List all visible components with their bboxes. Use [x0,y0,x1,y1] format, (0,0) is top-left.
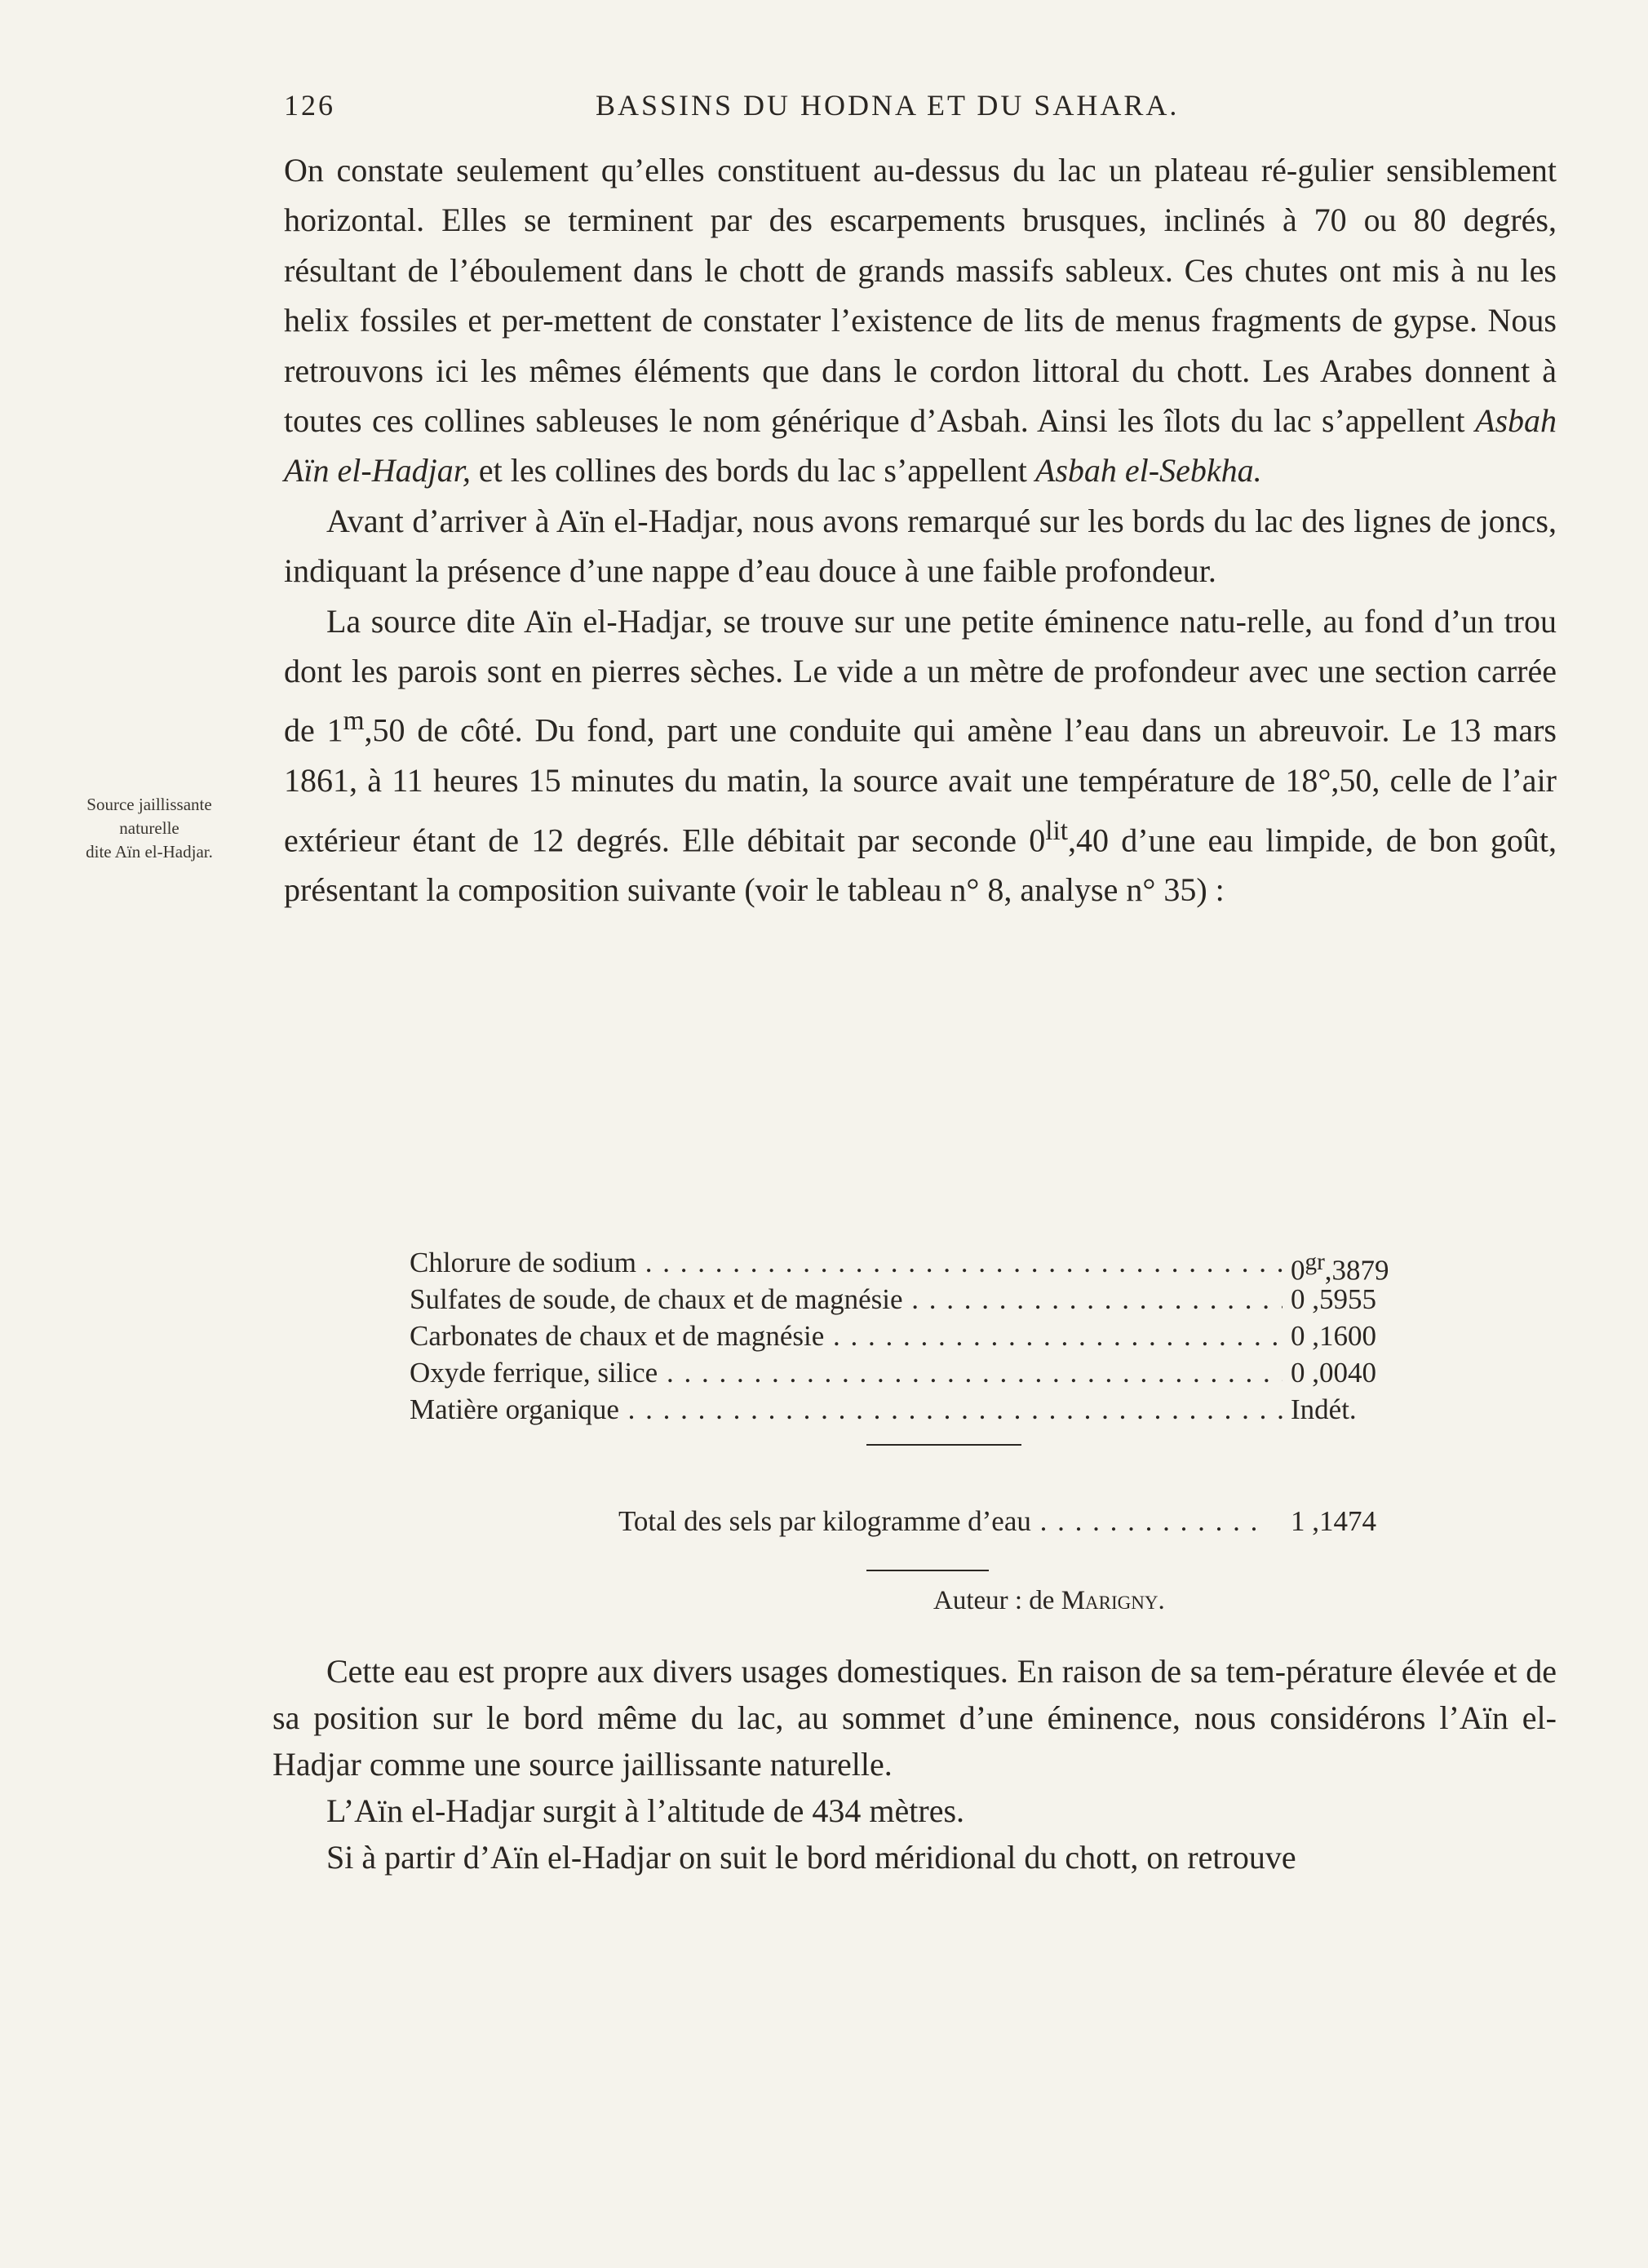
row-value: 0 ,5955 [1291,1283,1376,1315]
margin-note-line: naturelle [119,818,179,838]
paragraph-source [284,596,1557,915]
total-rule-top [866,1444,1021,1446]
total-rule-bottom [866,1570,989,1571]
paragraph-plateau [284,145,1557,496]
total-value: 1 ,1474 [1291,1505,1376,1537]
table-row [410,1318,1429,1354]
analysis-table [410,1244,1429,1428]
paragraph-continuation: Si à partir d’Aïn el-Hadjar on suit le bord méridional du chott, on retrouve [326,1839,1296,1876]
text-span: La source dite Aïn el-Hadjar, se trouve sur une petite éminence natu-relle, au fond d’un trou dont les parois sont en pierres sèches. Le vide a un mètre de profondeur avec une section carrée de 1 [284,602,1557,749]
paragraph-altitude: L’Aïn el-Hadjar surgit à l’altitude de 434 mètres. [326,1792,965,1829]
main-text [284,145,1557,915]
paragraph-joncs: Avant d’arriver à Aïn el-Hadjar, nous avons remarqué sur les bords du lac des lignes de joncs, indiquant la présence d’une nappe d’eau douce à une faible profondeur. [284,502,1557,590]
page-header [284,88,1557,129]
author-name: Marigny. [1061,1586,1165,1615]
total-label: Total des sels par kilogramme d’eau . . . [618,1501,1263,1542]
value-part: ,3879 [1324,1254,1389,1287]
author-credit [933,1586,1165,1616]
italic-term: Asbah el-Sebkha. [1034,452,1262,489]
paragraph-usages: Cette eau est propre aux divers usages domestiques. En raison de sa tem-pérature élevée et de sa position sur le bord même du lac, au sommet d’une éminence, nous considérons l’Aïn el-Hadjar comme une source jaillissante naturelle. [272,1653,1557,1783]
total-row [618,1501,1429,1542]
page-number: 126 [284,89,335,122]
margin-note-line: dite Aïn el-Hadjar. [86,842,213,862]
superscript: lit [1045,815,1069,846]
row-label: Matière organique . . . [410,1391,1283,1428]
value-unit: gr [1305,1249,1325,1275]
table-row [410,1354,1429,1391]
margin-note [42,793,256,864]
text-span: On constate seulement qu’elles constituent au-dessus du lac un plateau ré-gulier sensiblement horizontal. Elles se terminent par des escarpements brusques, inclinés à 70 ou 80 degrés, résultant de l’éboulement dans le chott de grands massifs sableux. Ces chutes ont mis à nu les helix fossiles et per-mettent de constater l’existence de lits de menus fragments de gypse. Nous retrouvons ici les mêmes éléments que dans le cordon littoral du chott. Les Arabes donnent à toutes ces collines sableuses le nom générique d’Asbah. Ainsi les îlots du lac s’appellent [284,152,1557,440]
row-label: Oxyde ferrique, silice . . . [410,1354,1283,1391]
row-label: Chlorure de sodium . . . [410,1244,1283,1281]
author-prefix: Auteur : de [933,1586,1055,1615]
main-text-continued [272,1648,1557,1880]
running-title: BASSINS DU HODNA ET DU SAHARA. [596,89,1180,122]
table-row [410,1281,1429,1318]
text-span: ,40 d’une eau limpide, de bon goût, présentant la composition suivante (voir le tableau n° 8, analyse n° 35) : [284,821,1557,909]
row-value: Indét. [1291,1393,1357,1425]
margin-note-line: Source jaillissante [86,795,212,814]
italic-term: Asbah Aïn el-Hadjar, [284,402,1557,489]
row-label: Carbonates de chaux et de magnésie . . . [410,1318,1283,1354]
table-row [410,1244,1429,1287]
row-label: Sulfates de soude, de chaux et de magnésie . . . [410,1281,1283,1318]
row-value: 0 ,1600 [1291,1320,1376,1352]
text-span: et les collines des bords du lac s’appellent [478,452,1027,489]
text-span: ,50 de côté. Du fond, part une conduite qui amène l’eau dans un abreuvoir. Le 13 mars 1861, à 11 heures 15 minutes du matin, la source avait une température de 18°,50, celle de l’air extérieur étant de 12 degrés. Elle débitait par seconde 0 [284,711,1557,858]
table-row [410,1391,1429,1428]
superscript: m [343,706,365,737]
row-value: 0 ,0040 [1291,1357,1376,1389]
value-part: 0 [1291,1254,1305,1287]
